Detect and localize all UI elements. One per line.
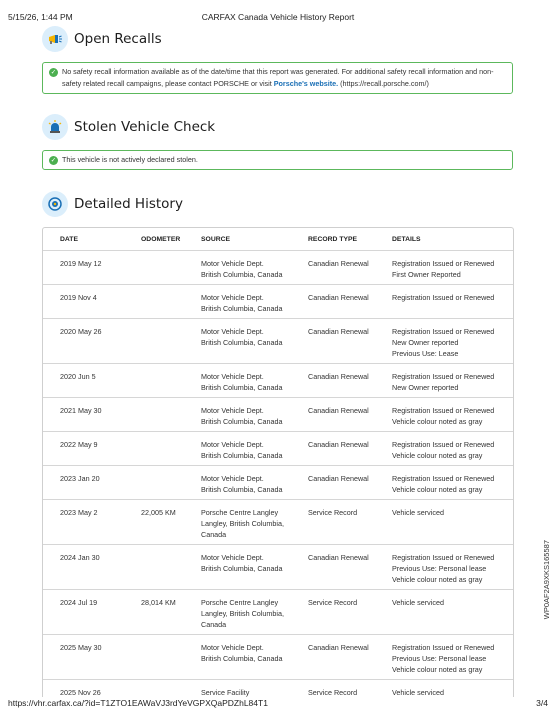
cell-details-line: Registration Issued or Renewed: [392, 293, 495, 302]
cell-source-line: British Columbia, Canada: [201, 270, 283, 279]
cell-record-type: Service Record: [308, 688, 358, 697]
cell-source-line: Motor Vehicle Dept.: [201, 372, 264, 381]
cell-source-line: Motor Vehicle Dept.: [201, 440, 264, 449]
table-row: [43, 251, 513, 285]
cell-details-line: Vehicle serviced: [392, 508, 444, 517]
cell-source-line: British Columbia, Canada: [201, 451, 283, 460]
cell-source: [201, 326, 303, 348]
cell-details-line: Vehicle colour noted as gray: [392, 575, 483, 584]
cell-record-type: Canadian Renewal: [308, 259, 369, 268]
cell-details-line: Vehicle colour noted as gray: [392, 665, 483, 674]
siren-icon: [42, 114, 68, 140]
stolen-title: Stolen Vehicle Check: [74, 119, 216, 135]
history-title: Detailed History: [74, 196, 183, 212]
cell-source-line: Motor Vehicle Dept.: [201, 327, 264, 336]
table-row: [43, 466, 513, 500]
cell-details-line: Previous Use: Personal lease: [392, 564, 487, 573]
recalls-notice-url: (https://recall.porsche.com/): [338, 79, 429, 89]
cell-details: [392, 292, 512, 303]
cell-record-type: Canadian Renewal: [308, 553, 369, 562]
cell-details-line: New Owner reported: [392, 338, 459, 347]
cell-source: [201, 371, 303, 393]
table-row: [43, 364, 513, 398]
cell-source: [201, 258, 303, 280]
col-details-header: DETAILS: [392, 236, 421, 243]
print-url: https://vhr.carfax.ca/?id=T1ZTO1EAWaVJ3rdYeVGPXQaPDZhL84T1: [8, 698, 268, 708]
megaphone-icon: [42, 26, 68, 52]
cell-source-line: British Columbia, Canada: [201, 304, 283, 313]
cell-details: [392, 552, 512, 585]
cell-record-type: Canadian Renewal: [308, 406, 369, 415]
cell-details-line: New Owner reported: [392, 383, 459, 392]
table-row: [43, 432, 513, 466]
stolen-section-header: [42, 114, 215, 140]
cell-date: 2020 Jun 5: [60, 372, 96, 381]
cell-details-line: Previous Use: Lease: [392, 349, 459, 358]
cell-source: [201, 405, 303, 427]
check-circle-icon: ✓: [50, 69, 57, 76]
table-row: [43, 635, 513, 680]
cell-source-line: Langley, British Columbia,: [201, 519, 284, 528]
cell-details-line: Registration Issued or Renewed: [392, 474, 495, 483]
table-row: [43, 590, 513, 635]
print-datetime: 5/15/26, 1:44 PM: [8, 12, 73, 22]
cell-record-type: Canadian Renewal: [308, 372, 369, 381]
cell-details: [392, 687, 512, 697]
cell-source-line: Motor Vehicle Dept.: [201, 643, 264, 652]
cell-details: [392, 258, 512, 280]
cell-details-line: Vehicle colour noted as gray: [392, 417, 483, 426]
cell-source-line: Motor Vehicle Dept.: [201, 474, 264, 483]
cell-date: 2024 Jan 30: [60, 553, 100, 562]
cell-source-line: Motor Vehicle Dept.: [201, 406, 264, 415]
porsche-website-link[interactable]: Porsche's website.: [273, 79, 339, 89]
cell-source-line: Canada: [201, 530, 227, 539]
cell-details-line: Registration Issued or Renewed: [392, 406, 495, 415]
cell-source-line: Motor Vehicle Dept.: [201, 259, 264, 268]
cell-source-line: British Columbia, Canada: [201, 383, 283, 392]
cell-date: 2019 Nov 4: [60, 293, 97, 302]
cell-details-line: Registration Issued or Renewed: [392, 440, 495, 449]
col-odometer-header: ODOMETER: [141, 236, 181, 243]
table-row: [43, 500, 513, 545]
vin-vertical: WP0AF2A9XKS165587: [542, 540, 551, 620]
cell-details-line: Vehicle serviced: [392, 688, 444, 697]
stolen-notice: [42, 150, 513, 170]
cell-details-line: Vehicle colour noted as gray: [392, 485, 483, 494]
cell-details: [392, 405, 512, 427]
history-gauge-icon: [42, 191, 68, 217]
cell-record-type: Service Record: [308, 508, 358, 517]
cell-date: 2019 May 12: [60, 259, 102, 268]
cell-source-line: British Columbia, Canada: [201, 654, 283, 663]
cell-date: 2025 Nov 26: [60, 688, 101, 697]
cell-source-line: Service Facility: [201, 688, 250, 697]
cell-source-line: Canada: [201, 620, 227, 629]
table-row: [43, 319, 513, 364]
history-table-header: [43, 228, 513, 251]
table-row: [43, 285, 513, 319]
recalls-title: Open Recalls: [74, 31, 162, 47]
cell-details-line: Registration Issued or Renewed: [392, 643, 495, 652]
cell-odometer: 28,014 KM: [141, 598, 176, 607]
cell-record-type: Canadian Renewal: [308, 643, 369, 652]
cell-details-line: Vehicle colour noted as gray: [392, 451, 483, 460]
cell-source-line: British Columbia, Canada: [201, 417, 283, 426]
cell-record-type: Canadian Renewal: [308, 293, 369, 302]
col-record-type-header: RECORD TYPE: [308, 236, 358, 243]
print-title: CARFAX Canada Vehicle History Report: [201, 12, 355, 22]
cell-details: [392, 473, 512, 495]
page-number: 3/4: [536, 698, 548, 708]
cell-source: [201, 642, 303, 664]
cell-details-line: Previous Use: Personal lease: [392, 654, 487, 663]
table-row: [43, 680, 513, 697]
cell-details: [392, 326, 512, 359]
cell-details: [392, 642, 512, 675]
print-footer: [8, 698, 548, 710]
col-source-header: SOURCE: [201, 236, 231, 243]
cell-details: [392, 507, 512, 518]
cell-source-line: Porsche Centre Langley: [201, 508, 279, 517]
cell-record-type: Service Record: [308, 598, 358, 607]
recalls-section-header: [42, 26, 162, 52]
cell-source-line: Motor Vehicle Dept.: [201, 553, 264, 562]
cell-date: 2023 Jan 20: [60, 474, 100, 483]
recalls-notice-text: No safety recall information available as of the date/time that this report was generated. For additional safety recall information and non-safety related recall campaigns, please contact PORSCHE or visit: [62, 67, 494, 89]
cell-record-type: Canadian Renewal: [308, 327, 369, 336]
cell-source-line: British Columbia, Canada: [201, 338, 283, 347]
cell-source: [201, 473, 303, 495]
cell-source: [201, 552, 303, 574]
cell-source: [201, 687, 303, 697]
stolen-notice-text: This vehicle is not actively declared stolen.: [62, 155, 198, 164]
cell-record-type: Canadian Renewal: [308, 474, 369, 483]
cell-source-line: Motor Vehicle Dept.: [201, 293, 264, 302]
cell-source: [201, 507, 303, 540]
cell-source: [201, 597, 303, 630]
cell-details-line: First Owner Reported: [392, 270, 461, 279]
cell-record-type: Canadian Renewal: [308, 440, 369, 449]
cell-odometer: 22,005 KM: [141, 508, 176, 517]
history-table-body: [43, 251, 513, 697]
cell-details-line: Vehicle serviced: [392, 598, 444, 607]
history-table: [42, 227, 514, 697]
col-date-header: DATE: [60, 236, 78, 243]
cell-details: [392, 439, 512, 461]
cell-details-line: Registration Issued or Renewed: [392, 372, 495, 381]
cell-details-line: Registration Issued or Renewed: [392, 259, 495, 268]
history-section-header: [42, 191, 183, 217]
cell-source-line: Langley, British Columbia,: [201, 609, 284, 618]
cell-source-line: Porsche Centre Langley: [201, 598, 279, 607]
table-row: [43, 398, 513, 432]
recalls-notice: [42, 62, 513, 94]
cell-date: 2023 May 2: [60, 508, 98, 517]
cell-details: [392, 371, 512, 393]
cell-date: 2025 May 30: [60, 643, 102, 652]
cell-date: 2024 Jul 19: [60, 598, 98, 607]
cell-source: [201, 439, 303, 461]
cell-source-line: British Columbia, Canada: [201, 485, 283, 494]
cell-date: 2021 May 30: [60, 406, 102, 415]
cell-details-line: Registration Issued or Renewed: [392, 553, 495, 562]
cell-details-line: Registration Issued or Renewed: [392, 327, 495, 336]
cell-details: [392, 597, 512, 608]
print-header: [8, 12, 548, 24]
cell-date: 2020 May 26: [60, 327, 102, 336]
cell-date: 2022 May 9: [60, 440, 98, 449]
cell-source-line: British Columbia, Canada: [201, 564, 283, 573]
cell-source: [201, 292, 303, 314]
check-circle-icon: ✓: [50, 157, 57, 164]
table-row: [43, 545, 513, 590]
